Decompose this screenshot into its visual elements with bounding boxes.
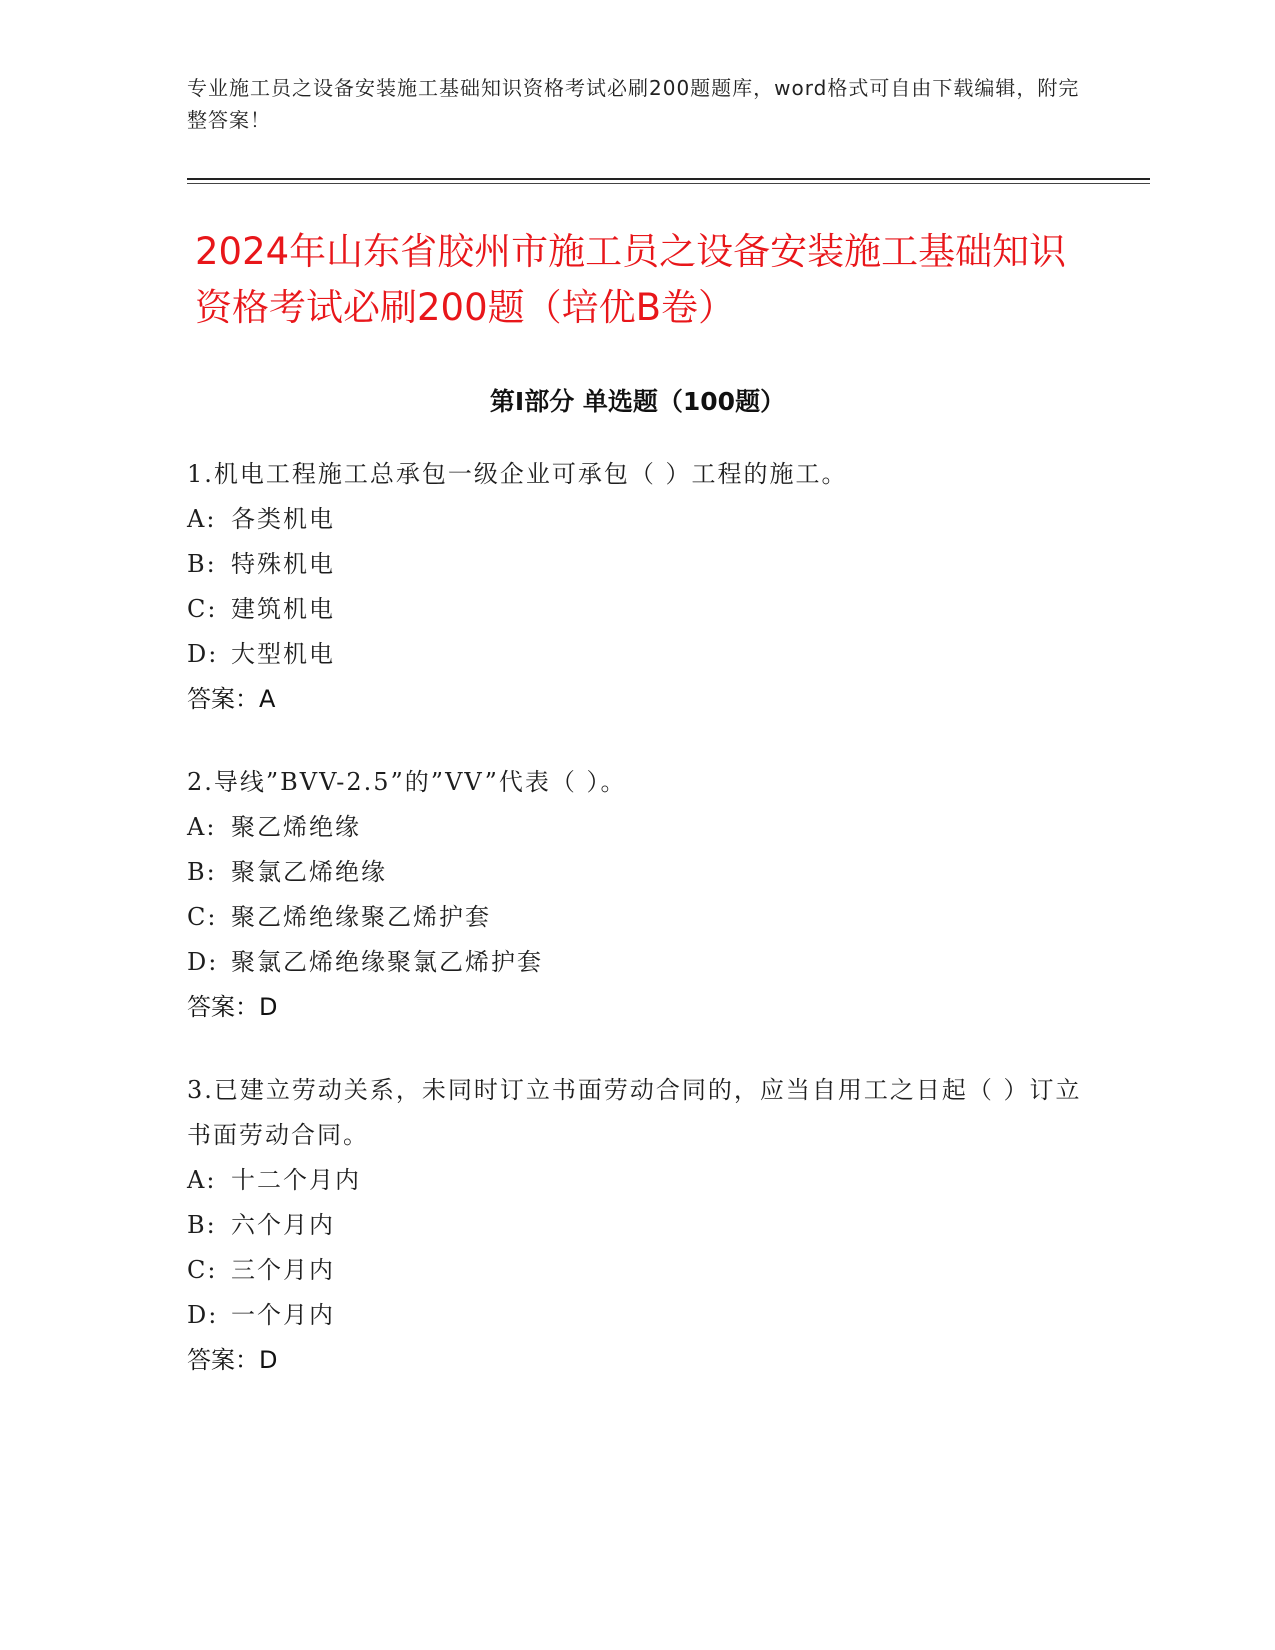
option-d: [187, 1293, 1087, 1338]
option-text: 聚氯乙烯绝缘: [231, 858, 387, 886]
option-letter: A:: [187, 813, 217, 841]
question-2: [187, 760, 1087, 1030]
answer: 答案：D: [187, 1346, 278, 1374]
option-c: [187, 895, 1087, 940]
option-text: 聚氯乙烯绝缘聚氯乙烯护套: [231, 948, 543, 976]
option-text: 十二个月内: [231, 1166, 361, 1194]
question-text: 2.导线”BVV-2.5”的”VV”代表（ ）。: [187, 768, 627, 796]
option-a: [187, 805, 1087, 850]
option-letter: B:: [187, 858, 217, 886]
option-text: 建筑机电: [231, 595, 335, 623]
section-title: 第Ⅰ部分 单选题（100题）: [489, 387, 786, 416]
option-text: 聚乙烯绝缘: [231, 813, 361, 841]
option-c: [187, 587, 1087, 632]
question-text: 1.机电工程施工总承包一级企业可承包（ ）工程的施工。: [187, 460, 848, 488]
option-letter: A:: [187, 1166, 217, 1194]
option-letter: B:: [187, 550, 217, 578]
option-text: 六个月内: [231, 1211, 335, 1239]
header-rule-thick: [187, 178, 1150, 180]
option-text: 特殊机电: [231, 550, 335, 578]
question-3: [187, 1068, 1087, 1383]
answer: 答案：A: [187, 685, 276, 713]
option-c: [187, 1248, 1087, 1293]
option-text: 一个月内: [231, 1301, 335, 1329]
option-b: [187, 542, 1087, 587]
option-d: [187, 940, 1087, 985]
option-letter: A:: [187, 505, 217, 533]
header-rule-thin: [187, 183, 1150, 184]
option-b: [187, 850, 1087, 895]
document-title: 2024年山东省胶州市施工员之设备安装施工基础知识资格考试必刷200题（培优B卷）: [195, 230, 1067, 329]
option-text: 三个月内: [231, 1256, 335, 1284]
option-a: [187, 1158, 1087, 1203]
question-text: 3.已建立劳动关系，未同时订立书面劳动合同的，应当自用工之日起（ ）订立书面劳动合同。: [187, 1076, 1082, 1149]
option-letter: C:: [187, 595, 218, 623]
question-1: [187, 452, 1087, 722]
option-a: [187, 497, 1087, 542]
answer: 答案：D: [187, 993, 278, 1021]
option-text: 各类机电: [231, 505, 335, 533]
option-letter: C:: [187, 1256, 218, 1284]
option-text: 聚乙烯绝缘聚乙烯护套: [231, 903, 491, 931]
option-text: 大型机电: [231, 640, 335, 668]
option-letter: D:: [187, 640, 219, 668]
option-letter: D:: [187, 1301, 219, 1329]
option-letter: B:: [187, 1211, 217, 1239]
option-letter: C:: [187, 903, 218, 931]
option-b: [187, 1203, 1087, 1248]
header-note: 专业施工员之设备安装施工基础知识资格考试必刷200题题库，word格式可自由下载编辑，附完整答案！: [187, 76, 1080, 132]
option-letter: D:: [187, 948, 219, 976]
option-d: [187, 632, 1087, 677]
